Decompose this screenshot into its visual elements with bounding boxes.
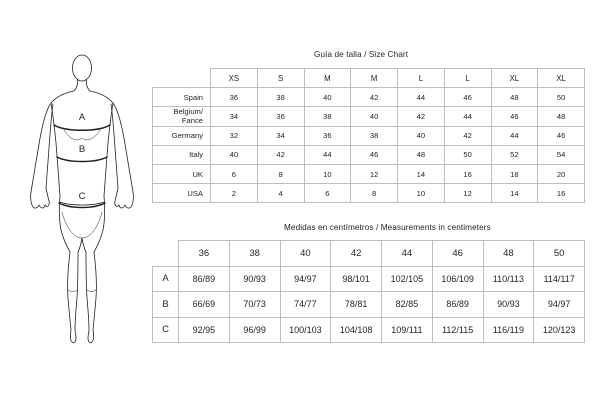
size-table-header-cell: L — [398, 69, 445, 88]
size-cell: 36 — [211, 88, 258, 107]
table-row — [153, 266, 585, 292]
table-row — [153, 317, 585, 343]
measure-cell: 98/101 — [331, 266, 382, 292]
measure-cell: 102/105 — [382, 266, 433, 292]
size-cell: 38 — [351, 126, 398, 145]
table-header-row — [153, 69, 585, 88]
table-row — [153, 107, 585, 126]
measure-table-corner — [153, 241, 179, 267]
size-cell: 18 — [491, 164, 538, 183]
table-row — [153, 164, 585, 183]
measure-cell: 104/108 — [331, 317, 382, 343]
measure-table-header-cell: 50 — [534, 241, 585, 267]
size-table-header-cell: XL — [491, 69, 538, 88]
measure-cell: 96/99 — [229, 317, 280, 343]
measure-cell: 106/109 — [432, 266, 483, 292]
measure-cell: 112/115 — [432, 317, 483, 343]
size-cell: 14 — [491, 184, 538, 203]
size-cell: 42 — [398, 107, 445, 126]
measure-table-header-cell: 42 — [331, 241, 382, 267]
size-cell: 8 — [351, 184, 398, 203]
size-cell: 40 — [211, 145, 258, 164]
size-cell: 32 — [211, 126, 258, 145]
measure-table-header-cell: 44 — [382, 241, 433, 267]
measure-cell: 110/113 — [483, 266, 534, 292]
row-label: USA — [153, 184, 211, 203]
size-table-corner — [153, 69, 211, 88]
measure-table-header-cell: 40 — [280, 241, 331, 267]
size-table-header-cell: M — [351, 69, 398, 88]
size-table-header-cell: L — [444, 69, 491, 88]
row-label: Belgium/ Fance — [153, 107, 211, 126]
size-cell: 40 — [351, 107, 398, 126]
size-cell: 4 — [257, 184, 304, 203]
size-table-header-cell: XL — [538, 69, 585, 88]
size-cell: 2 — [211, 184, 258, 203]
size-cell: 40 — [304, 88, 351, 107]
table-row — [153, 145, 585, 164]
size-cell: 46 — [538, 126, 585, 145]
size-cell: 16 — [444, 164, 491, 183]
measure-cell: 114/117 — [534, 266, 585, 292]
measure-cell: 70/73 — [229, 292, 280, 318]
row-label: Spain — [153, 88, 211, 107]
size-cell: 20 — [538, 164, 585, 183]
size-cell: 42 — [257, 145, 304, 164]
size-cell: 50 — [444, 145, 491, 164]
size-cell: 44 — [444, 107, 491, 126]
size-chart-title: Guía de talla / Size Chart — [314, 50, 409, 59]
size-cell: 34 — [211, 107, 258, 126]
size-cell: 12 — [444, 184, 491, 203]
measure-cell: 94/97 — [534, 292, 585, 318]
marker-label-a: A — [78, 112, 86, 123]
marker-label-c: C — [78, 191, 86, 202]
measure-cell: 90/93 — [483, 292, 534, 318]
measure-cell: 74/77 — [280, 292, 331, 318]
table-row — [153, 88, 585, 107]
size-cell: 34 — [257, 126, 304, 145]
size-cell: 42 — [351, 88, 398, 107]
measure-cell: 109/111 — [382, 317, 433, 343]
size-conversion-table — [152, 68, 585, 203]
size-cell: 6 — [211, 164, 258, 183]
size-cell: 46 — [491, 107, 538, 126]
measure-cell: 100/103 — [280, 317, 331, 343]
measure-cell: 82/85 — [382, 292, 433, 318]
row-label: Germany — [153, 126, 211, 145]
measure-cell: 86/89 — [432, 292, 483, 318]
size-cell: 44 — [491, 126, 538, 145]
size-cell: 54 — [538, 145, 585, 164]
size-cell: 10 — [398, 184, 445, 203]
measure-table-header-cell: 36 — [179, 241, 230, 267]
measure-cell: 78/81 — [331, 292, 382, 318]
size-table-header-cell: M — [304, 69, 351, 88]
row-label: C — [153, 317, 179, 343]
measure-cell: 116/119 — [483, 317, 534, 343]
size-cell: 50 — [538, 88, 585, 107]
size-cell: 48 — [491, 88, 538, 107]
size-cell: 38 — [304, 107, 351, 126]
row-label: Italy — [153, 145, 211, 164]
measure-table-header-cell: 38 — [229, 241, 280, 267]
table-row — [153, 126, 585, 145]
body-figure-illustration — [18, 52, 146, 352]
measure-table-header-cell: 48 — [483, 241, 534, 267]
measure-cell: 90/93 — [229, 266, 280, 292]
measure-cell: 94/97 — [280, 266, 331, 292]
table-row — [153, 292, 585, 318]
size-cell: 12 — [351, 164, 398, 183]
measurements-title: Medidas en centímetros / Measurements in centimeters — [284, 223, 491, 232]
row-label: A — [153, 266, 179, 292]
size-table-header-cell: XS — [211, 69, 258, 88]
size-cell: 40 — [398, 126, 445, 145]
size-cell: 14 — [398, 164, 445, 183]
size-cell: 46 — [444, 88, 491, 107]
table-row — [153, 184, 585, 203]
measurements-table — [152, 240, 585, 343]
table-header-row — [153, 241, 585, 267]
measure-cell: 92/95 — [179, 317, 230, 343]
size-cell: 48 — [538, 107, 585, 126]
size-cell: 44 — [398, 88, 445, 107]
size-cell: 8 — [257, 164, 304, 183]
size-cell: 44 — [304, 145, 351, 164]
size-cell: 46 — [351, 145, 398, 164]
marker-label-b: B — [78, 144, 86, 155]
size-cell: 16 — [538, 184, 585, 203]
measure-cell: 66/69 — [179, 292, 230, 318]
size-cell: 36 — [257, 107, 304, 126]
measure-table-header-cell: 46 — [432, 241, 483, 267]
row-label: UK — [153, 164, 211, 183]
measure-cell: 120/123 — [534, 317, 585, 343]
size-cell: 6 — [304, 184, 351, 203]
size-table-header-cell: S — [257, 69, 304, 88]
size-cell: 10 — [304, 164, 351, 183]
size-cell: 36 — [304, 126, 351, 145]
size-cell: 48 — [398, 145, 445, 164]
size-cell: 52 — [491, 145, 538, 164]
row-label: B — [153, 292, 179, 318]
measure-cell: 86/89 — [179, 266, 230, 292]
size-cell: 38 — [257, 88, 304, 107]
size-cell: 42 — [444, 126, 491, 145]
